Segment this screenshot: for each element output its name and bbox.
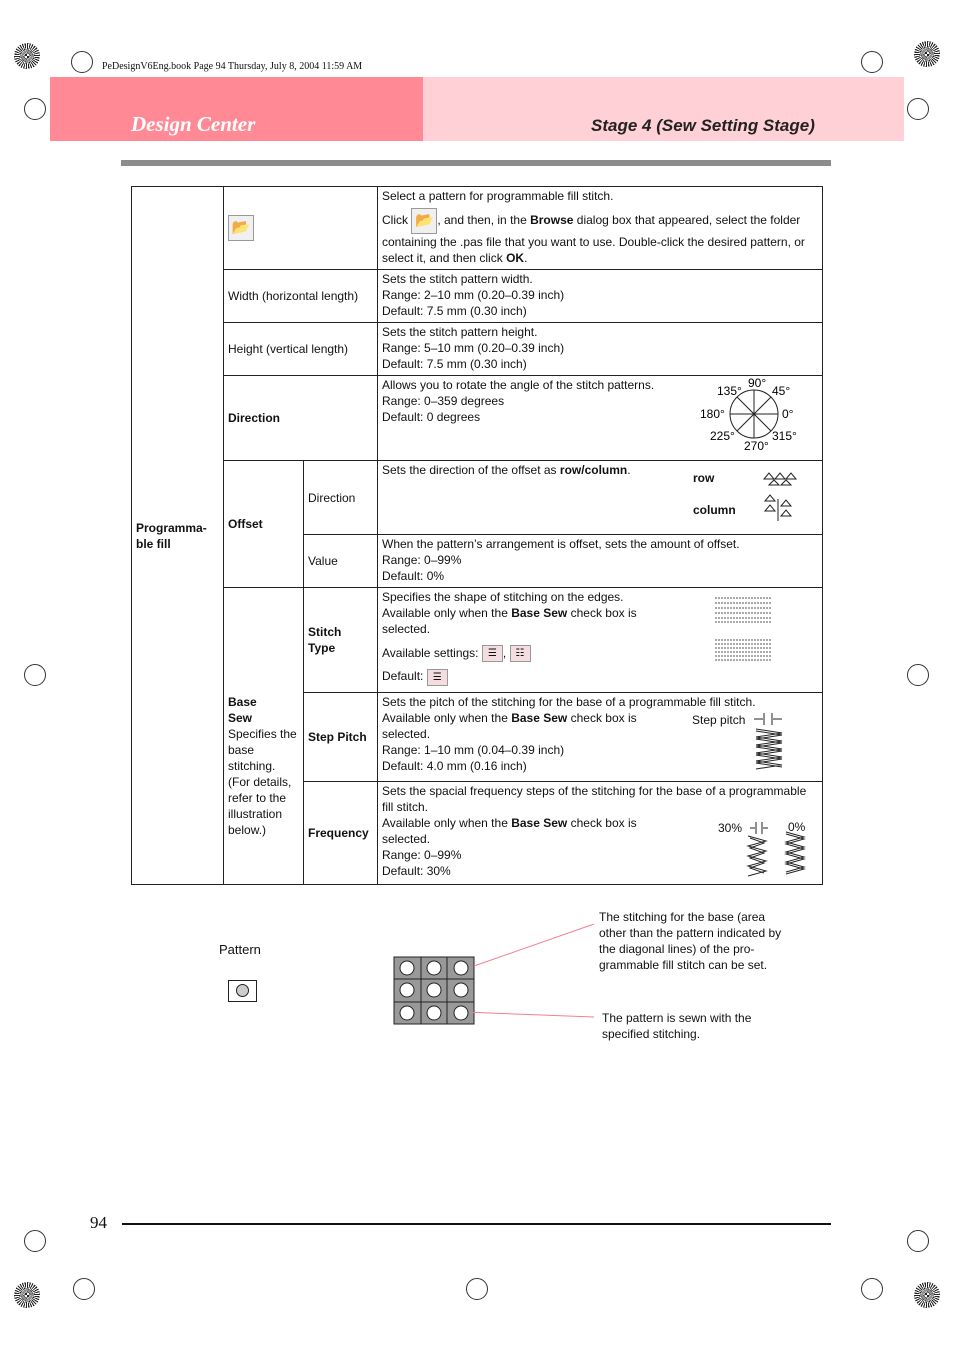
crosshair-icon: [907, 1230, 929, 1252]
angle-label: 315°: [772, 429, 797, 443]
frequency-fig-0: 0%: [788, 820, 806, 834]
angle-label: 135°: [717, 384, 742, 398]
book-info: PeDesignV6Eng.book Page 94 Thursday, July 8, 2004 11:59 AM: [102, 61, 363, 72]
direction-label: Direction: [228, 411, 281, 425]
registration-starburst-icon: [14, 1282, 40, 1308]
stitch-type-label: Stitch Type: [308, 625, 342, 655]
registration-starburst-icon: [914, 41, 940, 67]
pattern-select-desc: Select a pattern for programmable fill stitch. Click 📂 , and then, in the Browse dialog box that appeared, select the folder containing the .pas file that you want to use. Double-click the desired pattern, or select it, and then click OK.: [378, 187, 823, 270]
angle-compass-figure: [698, 378, 808, 450]
footer-rule: [122, 1223, 831, 1225]
offset-value-label: Value: [304, 535, 378, 588]
step-pitch-fig-label: Step pitch: [692, 713, 746, 727]
callout-leaders: [470, 920, 600, 1030]
crosshair-icon: [466, 1278, 488, 1300]
crosshair-icon: [861, 1278, 883, 1300]
stitch-type-default-icon: ☰: [427, 669, 448, 686]
offset-label: Offset: [228, 517, 263, 531]
registration-starburst-icon: [14, 43, 40, 69]
crosshair-icon: [861, 51, 883, 73]
stitch-type-zigzag-icon[interactable]: ☷: [510, 645, 531, 662]
offset-direction-figure: [762, 471, 798, 527]
registration-starburst-icon: [914, 1282, 940, 1308]
row-label: row: [693, 471, 715, 485]
crosshair-icon: [24, 1230, 46, 1252]
open-folder-icon[interactable]: 📂: [228, 215, 254, 241]
height-desc: Sets the stitch pattern height. Range: 5–10 mm (0.20–0.39 inch) Default: 7.5 mm (0.30 inch): [378, 323, 823, 376]
frequency-fig-30: 30%: [718, 821, 743, 835]
pattern-label: Pattern: [219, 942, 261, 957]
direction-desc: Allows you to rotate the angle of the stitch patterns. Range: 0–359 degrees Default: 0 degrees 90° 45° 0° 315° 270° 225° 180° 135°: [378, 376, 823, 461]
pattern-dot-icon: [236, 984, 249, 997]
angle-label: 90°: [748, 378, 767, 390]
base-stitch-note: The stitching for the base (area other than the pattern indicated by the diagonal lines) of the pro-grammable fill stitch can be set.: [599, 910, 782, 972]
table-row: [132, 187, 823, 270]
open-folder-icon[interactable]: 📂: [411, 208, 437, 234]
settings-table: [131, 186, 823, 885]
base-sew-label: Base Sew: [228, 695, 257, 725]
page-number: 94: [90, 1213, 107, 1232]
height-label: Height (vertical length): [224, 323, 378, 376]
table-row: [132, 588, 823, 693]
base-sew-desc: Specifies the base stitching. (For details, refer to the illustration below.): [228, 727, 297, 837]
table-row: [132, 323, 823, 376]
group-label-cell: [132, 187, 224, 885]
stitch-type-figure: [714, 596, 772, 666]
table-row: [132, 376, 823, 461]
angle-label: 45°: [772, 384, 791, 398]
table-row: [132, 461, 823, 535]
crosshair-icon: [907, 664, 929, 686]
angle-label: 0°: [782, 407, 794, 421]
angle-label: 180°: [700, 407, 725, 421]
width-desc: Sets the stitch pattern width. Range: 2–10 mm (0.20–0.39 inch) Default: 7.5 mm (0.30 inch): [378, 270, 823, 323]
stitch-type-straight-icon[interactable]: ☰: [482, 645, 503, 662]
frequency-label: Frequency: [308, 826, 369, 840]
step-pitch-label: Step Pitch: [308, 730, 367, 744]
crosshair-icon: [73, 1278, 95, 1300]
column-label: column: [693, 503, 736, 517]
crosshair-icon: [71, 51, 93, 73]
crosshair-icon: [24, 664, 46, 686]
stage-title: Stage 4 (Sew Setting Stage): [591, 116, 815, 135]
width-label: Width (horizontal length): [224, 270, 378, 323]
offset-value-desc: When the pattern’s arrangement is offset, sets the amount of offset. Range: 0–99% Default: 0%: [378, 535, 823, 588]
angle-label: 225°: [710, 429, 735, 443]
pattern-stitch-note: The pattern is sewn with the specified stitching.: [602, 1011, 752, 1041]
frequency-figure: [744, 820, 808, 878]
frequency-desc: Sets the spacial frequency steps of the stitching for the base of a programmable fill stitch. Available only when the Base Sew check box is selected. Range: 0–99% Default: 30% 30% 0%: [378, 782, 823, 885]
header-rule: [121, 160, 831, 166]
offset-direction-desc: Sets the direction of the offset as row/column. row column: [378, 461, 823, 535]
step-pitch-desc: Sets the pitch of the stitching for the base of a programmable fill stitch. Available only when the Base Sew check box is selected. Range: 1–10 mm (0.04–0.39 inch) Default: 4.0 mm (0.16 inch) Step pitch: [378, 693, 823, 782]
crosshair-icon: [907, 98, 929, 120]
base-sew-cell: [224, 588, 304, 885]
pattern-swatch: [228, 980, 257, 1002]
stitch-type-desc: Specifies the shape of stitching on the edges. Available only when the Base Sew check box is selected. Available settings: ☰ , ☷ Default: ☰: [378, 588, 823, 693]
pattern-grid-figure: [393, 956, 477, 1026]
section-title: Design Center: [131, 112, 256, 136]
step-pitch-figure: [752, 711, 788, 775]
offset-direction-label: Direction: [304, 461, 378, 535]
group-label: Programma-ble fill: [136, 520, 207, 551]
angle-label: 270°: [744, 439, 769, 450]
table-row: [132, 270, 823, 323]
folder-icon-cell: [224, 187, 378, 270]
crosshair-icon: [24, 98, 46, 120]
